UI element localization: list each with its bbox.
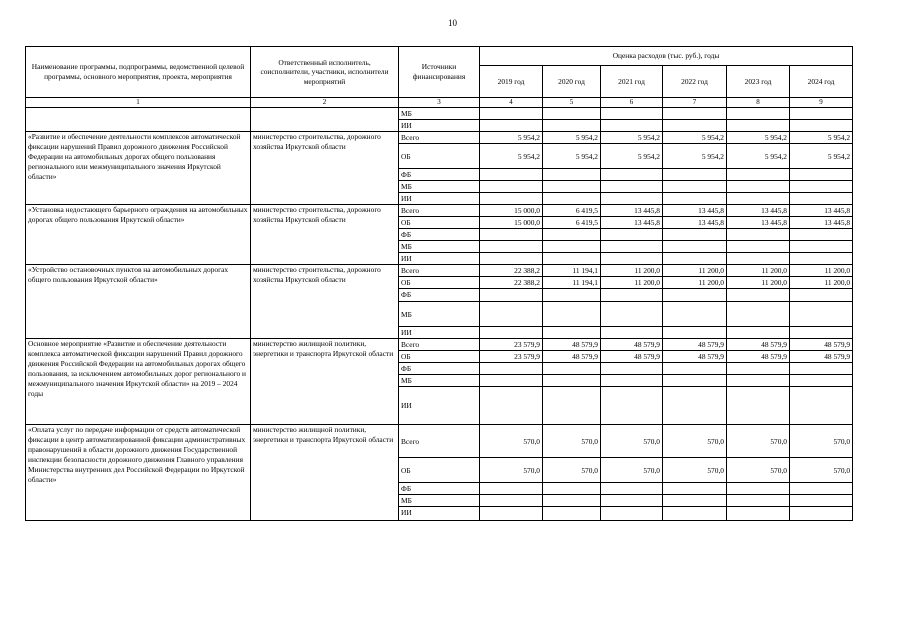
value-cell — [601, 241, 663, 253]
empty-cell — [251, 108, 399, 132]
column-number: 8 — [727, 98, 790, 108]
value-cell: 48 579,9 — [601, 339, 663, 351]
value-cell — [663, 495, 727, 507]
value-cell: 5 954,2 — [480, 144, 543, 169]
item-executor: министерство строительства, дорожного хозяйства Иркутской области — [251, 265, 399, 339]
funding-source: Всего — [399, 425, 480, 458]
table-row — [26, 132, 853, 144]
value-cell — [480, 495, 543, 507]
value-cell — [727, 193, 790, 205]
table-header — [26, 47, 853, 108]
column-number: 4 — [480, 98, 543, 108]
value-cell — [663, 302, 727, 327]
expenditure-table — [25, 46, 853, 521]
table-row — [26, 265, 853, 277]
value-cell — [663, 507, 727, 521]
value-cell: 6 419,5 — [543, 205, 601, 217]
header-name: Наименование программы, подпрограммы, ведомственной целевой программы, основного мероприятия, проекта, мероприятия — [26, 47, 251, 98]
value-cell: 11 200,0 — [663, 265, 727, 277]
value-cell: 11 200,0 — [727, 277, 790, 289]
value-cell — [543, 229, 601, 241]
value-cell — [790, 120, 853, 132]
page-number: 10 — [448, 18, 457, 28]
value-cell: 13 445,8 — [727, 205, 790, 217]
value-cell — [790, 241, 853, 253]
value-cell: 570,0 — [790, 425, 853, 458]
value-cell — [601, 363, 663, 375]
value-cell: 5 954,2 — [601, 132, 663, 144]
value-cell — [543, 241, 601, 253]
value-cell — [727, 229, 790, 241]
value-cell — [543, 327, 601, 339]
value-cell — [663, 483, 727, 495]
value-cell: 13 445,8 — [727, 217, 790, 229]
header-year: 2024 год — [790, 66, 853, 98]
value-cell: 48 579,9 — [601, 351, 663, 363]
value-cell — [480, 229, 543, 241]
column-number: 6 — [601, 98, 663, 108]
item-name: «Оплата услуг по передаче информации от средств автоматической фиксации в центр автоматизированной фиксации административных правонарушений в области дорожного движения Государственной инспекции безопасности дорожного движения Главного управления Министерства внутренних дел Российской Федерации по Иркутской области» — [26, 425, 251, 521]
value-cell — [543, 169, 601, 181]
value-cell — [663, 169, 727, 181]
value-cell: 570,0 — [543, 425, 601, 458]
value-cell — [543, 363, 601, 375]
value-cell: 5 954,2 — [663, 132, 727, 144]
value-cell — [480, 253, 543, 265]
value-cell: 48 579,9 — [790, 351, 853, 363]
value-cell — [543, 193, 601, 205]
value-cell — [601, 495, 663, 507]
funding-source: Всего — [399, 339, 480, 351]
value-cell — [727, 108, 790, 120]
value-cell — [480, 241, 543, 253]
value-cell: 23 579,9 — [480, 339, 543, 351]
funding-source: МБ — [399, 302, 480, 327]
value-cell — [480, 387, 543, 425]
value-cell — [790, 169, 853, 181]
value-cell — [543, 120, 601, 132]
value-cell — [543, 108, 601, 120]
value-cell — [727, 327, 790, 339]
value-cell — [543, 253, 601, 265]
item-executor: министерство жилищной политики, энергетики и транспорта Иркутской области — [251, 425, 399, 521]
item-name: «Устройство остановочных пунктов на автомобильных дорогах общего пользования Иркутской области» — [26, 265, 251, 339]
funding-source: МБ — [399, 181, 480, 193]
item-executor: министерство жилищной политики, энергетики и транспорта Иркутской области — [251, 339, 399, 425]
funding-source: ФБ — [399, 169, 480, 181]
header-year: 2019 год — [480, 66, 543, 98]
column-number: 5 — [543, 98, 601, 108]
funding-source: ОБ — [399, 458, 480, 483]
value-cell: 5 954,2 — [790, 132, 853, 144]
value-cell — [663, 289, 727, 302]
value-cell — [663, 108, 727, 120]
value-cell: 570,0 — [480, 458, 543, 483]
value-cell — [727, 363, 790, 375]
table-row — [26, 108, 853, 120]
value-cell — [727, 302, 790, 327]
value-cell: 5 954,2 — [663, 144, 727, 169]
header-year: 2023 год — [727, 66, 790, 98]
value-cell — [480, 327, 543, 339]
value-cell — [790, 495, 853, 507]
value-cell: 48 579,9 — [543, 351, 601, 363]
value-cell — [790, 229, 853, 241]
value-cell: 5 954,2 — [727, 132, 790, 144]
value-cell: 570,0 — [601, 425, 663, 458]
funding-source: Всего — [399, 205, 480, 217]
column-number: 9 — [790, 98, 853, 108]
value-cell: 570,0 — [727, 458, 790, 483]
value-cell — [790, 363, 853, 375]
column-number: 3 — [399, 98, 480, 108]
value-cell — [480, 181, 543, 193]
value-cell — [480, 120, 543, 132]
funding-source: ИИ — [399, 253, 480, 265]
value-cell: 11 200,0 — [601, 277, 663, 289]
value-cell — [663, 387, 727, 425]
value-cell: 13 445,8 — [790, 217, 853, 229]
value-cell — [727, 507, 790, 521]
funding-source: ФБ — [399, 363, 480, 375]
value-cell — [790, 327, 853, 339]
value-cell — [727, 483, 790, 495]
item-executor: министерство строительства, дорожного хозяйства Иркутской области — [251, 132, 399, 205]
item-name: «Установка недостающего барьерного ограждения на автомобильных дорогах общего пользования Иркутской области» — [26, 205, 251, 265]
funding-source: ИИ — [399, 193, 480, 205]
funding-source: МБ — [399, 108, 480, 120]
value-cell — [601, 289, 663, 302]
value-cell: 570,0 — [543, 458, 601, 483]
value-cell — [790, 289, 853, 302]
value-cell: 5 954,2 — [601, 144, 663, 169]
value-cell: 48 579,9 — [727, 339, 790, 351]
value-cell: 11 200,0 — [601, 265, 663, 277]
value-cell — [727, 253, 790, 265]
value-cell: 13 445,8 — [663, 217, 727, 229]
value-cell — [543, 181, 601, 193]
funding-source: ИИ — [399, 327, 480, 339]
header-estimate: Оценка расходов (тыс. руб.), годы — [480, 47, 853, 66]
funding-source: ФБ — [399, 229, 480, 241]
value-cell — [727, 241, 790, 253]
item-name: «Развитие и обеспечение деятельности комплексов автоматической фиксации нарушений Правил дорожного движения Российской Федерации на автомобильных дорогах общего пользования регионального или межмуниципального значения Иркутской области» — [26, 132, 251, 205]
value-cell — [727, 289, 790, 302]
funding-source: ФБ — [399, 483, 480, 495]
funding-source: ИИ — [399, 120, 480, 132]
value-cell — [480, 169, 543, 181]
table-row — [26, 425, 853, 458]
value-cell: 11 200,0 — [727, 265, 790, 277]
item-name: Основное мероприятие «Развитие и обеспечение деятельности комплекса автоматической фиксации нарушений Правил дорожного движения Российской Федерации на автомобильных дорогах общего пользования, за исключением автомобильных дорог регионального и межмуниципального значения Иркутской области» на 2019 – 2024 годы — [26, 339, 251, 425]
value-cell — [601, 169, 663, 181]
value-cell — [790, 108, 853, 120]
header-year: 2022 год — [663, 66, 727, 98]
value-cell — [727, 387, 790, 425]
value-cell: 570,0 — [480, 425, 543, 458]
value-cell: 13 445,8 — [601, 217, 663, 229]
value-cell — [663, 120, 727, 132]
value-cell — [727, 495, 790, 507]
value-cell — [601, 181, 663, 193]
item-executor: министерство строительства, дорожного хозяйства Иркутской области — [251, 205, 399, 265]
value-cell — [790, 181, 853, 193]
value-cell — [543, 507, 601, 521]
value-cell: 5 954,2 — [543, 132, 601, 144]
value-cell — [790, 193, 853, 205]
value-cell — [727, 120, 790, 132]
value-cell — [663, 229, 727, 241]
value-cell — [543, 375, 601, 387]
value-cell: 5 954,2 — [727, 144, 790, 169]
value-cell — [480, 375, 543, 387]
value-cell — [543, 302, 601, 327]
value-cell: 22 388,2 — [480, 265, 543, 277]
value-cell: 570,0 — [663, 425, 727, 458]
value-cell: 11 200,0 — [790, 277, 853, 289]
funding-source: ИИ — [399, 507, 480, 521]
value-cell — [543, 289, 601, 302]
header-sources: Источники финансирования — [399, 47, 480, 98]
funding-source: ОБ — [399, 277, 480, 289]
value-cell: 48 579,9 — [663, 339, 727, 351]
value-cell: 11 194,1 — [543, 277, 601, 289]
funding-source: Всего — [399, 132, 480, 144]
value-cell: 13 445,8 — [601, 205, 663, 217]
table-row — [26, 205, 853, 217]
value-cell — [601, 483, 663, 495]
value-cell: 22 388,2 — [480, 277, 543, 289]
column-number: 1 — [26, 98, 251, 108]
value-cell — [663, 363, 727, 375]
funding-source: МБ — [399, 375, 480, 387]
value-cell — [480, 193, 543, 205]
value-cell — [790, 253, 853, 265]
funding-source: Всего — [399, 265, 480, 277]
value-cell — [663, 241, 727, 253]
value-cell: 48 579,9 — [727, 351, 790, 363]
value-cell — [601, 387, 663, 425]
value-cell: 11 200,0 — [663, 277, 727, 289]
value-cell — [790, 375, 853, 387]
value-cell — [480, 507, 543, 521]
value-cell — [790, 483, 853, 495]
column-number: 2 — [251, 98, 399, 108]
value-cell — [601, 108, 663, 120]
value-cell — [543, 495, 601, 507]
empty-cell — [26, 108, 251, 132]
value-cell — [480, 108, 543, 120]
value-cell: 570,0 — [790, 458, 853, 483]
value-cell — [790, 507, 853, 521]
value-cell — [601, 302, 663, 327]
value-cell — [543, 387, 601, 425]
value-cell: 48 579,9 — [790, 339, 853, 351]
value-cell — [790, 387, 853, 425]
header-executor: Ответственный исполнитель, соисполнители, участники, исполнители мероприятий — [251, 47, 399, 98]
funding-source: ОБ — [399, 351, 480, 363]
value-cell — [663, 181, 727, 193]
value-cell: 13 445,8 — [663, 205, 727, 217]
value-cell — [663, 253, 727, 265]
value-cell: 23 579,9 — [480, 351, 543, 363]
value-cell — [480, 289, 543, 302]
funding-source: ОБ — [399, 217, 480, 229]
value-cell — [543, 483, 601, 495]
value-cell — [727, 375, 790, 387]
table-body — [26, 108, 853, 521]
value-cell: 13 445,8 — [790, 205, 853, 217]
value-cell — [601, 375, 663, 387]
value-cell: 48 579,9 — [663, 351, 727, 363]
value-cell — [663, 193, 727, 205]
value-cell: 570,0 — [663, 458, 727, 483]
value-cell: 570,0 — [601, 458, 663, 483]
value-cell: 5 954,2 — [543, 144, 601, 169]
value-cell: 48 579,9 — [543, 339, 601, 351]
value-cell — [727, 169, 790, 181]
value-cell: 6 419,5 — [543, 217, 601, 229]
funding-source: МБ — [399, 241, 480, 253]
value-cell — [790, 302, 853, 327]
header-year: 2021 год — [601, 66, 663, 98]
value-cell — [601, 229, 663, 241]
header-year: 2020 год — [543, 66, 601, 98]
value-cell: 5 954,2 — [790, 144, 853, 169]
value-cell — [601, 327, 663, 339]
value-cell: 15 000,0 — [480, 205, 543, 217]
funding-source: ОБ — [399, 144, 480, 169]
value-cell — [480, 302, 543, 327]
value-cell — [663, 375, 727, 387]
value-cell: 5 954,2 — [480, 132, 543, 144]
value-cell: 11 194,1 — [543, 265, 601, 277]
value-cell — [480, 483, 543, 495]
value-cell: 11 200,0 — [790, 265, 853, 277]
value-cell — [601, 120, 663, 132]
value-cell — [601, 507, 663, 521]
column-number: 7 — [663, 98, 727, 108]
funding-source: МБ — [399, 495, 480, 507]
table-row — [26, 339, 853, 351]
value-cell — [601, 253, 663, 265]
value-cell — [727, 181, 790, 193]
funding-source: ИИ — [399, 387, 480, 425]
value-cell — [480, 363, 543, 375]
value-cell: 570,0 — [727, 425, 790, 458]
value-cell: 15 000,0 — [480, 217, 543, 229]
value-cell — [601, 193, 663, 205]
funding-source: ФБ — [399, 289, 480, 302]
value-cell — [663, 327, 727, 339]
